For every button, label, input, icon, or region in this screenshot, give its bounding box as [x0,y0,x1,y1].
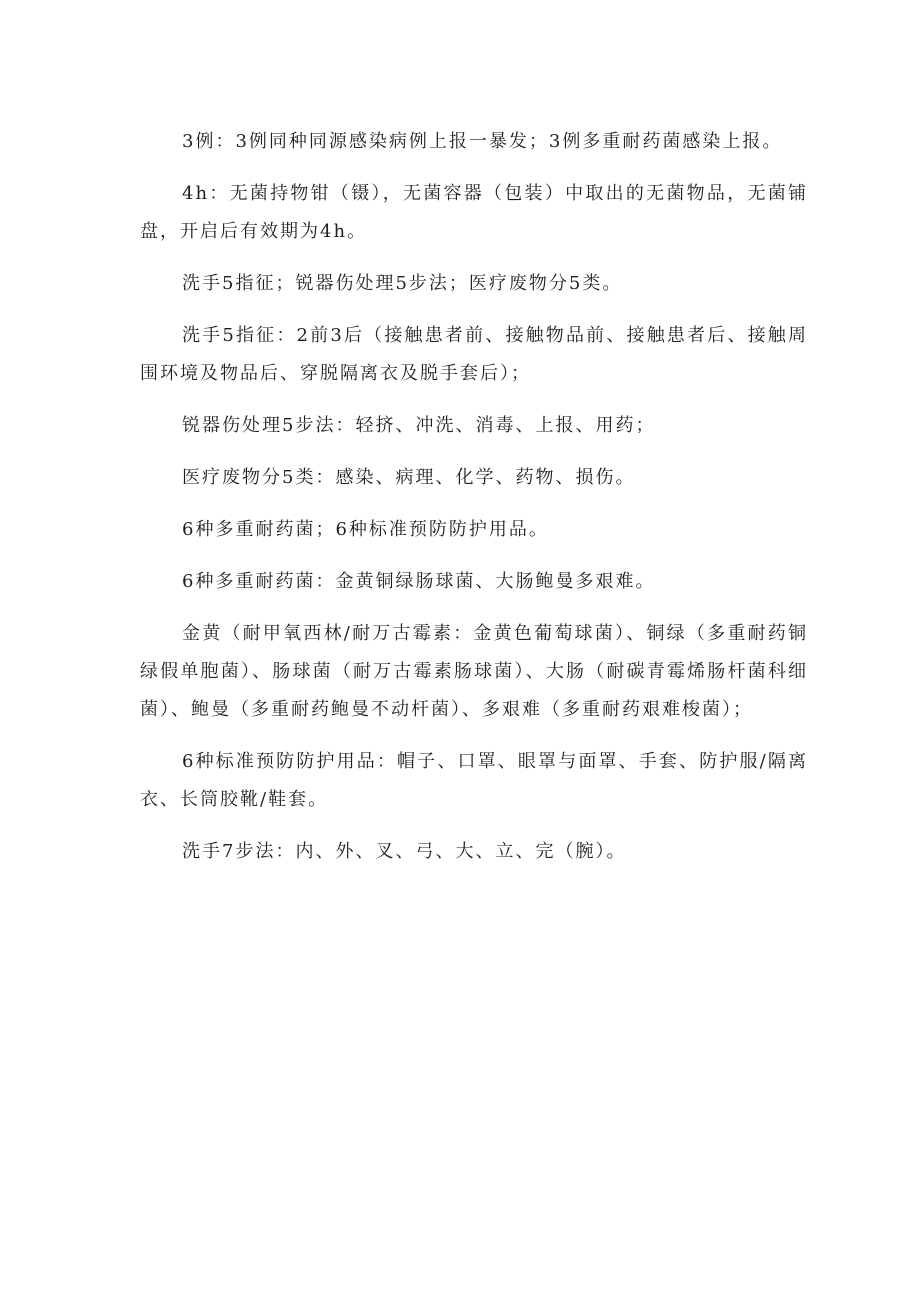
paragraph-medical-waste: 医疗废物分5类：感染、病理、化学、药物、损伤。 [182,467,636,488]
paragraph-mdro-mnemonic: 6种多重耐药菌：金黄铜绿肠球菌、大肠鲍曼多艰难。 [182,571,656,592]
paragraph-3-cases: 3例：3例同种同源感染病例上报一暴发；3例多重耐药菌感染上报。 [182,131,783,152]
paragraph-4h-sterile: 4h：无菌持物钳（镊），无菌容器（包装）中取出的无菌物品，无菌铺盘，开启后有效期为4h。 [140,183,808,242]
paragraph-handwash-indications: 洗手5指征：2前3后（接触患者前、接触物品前、接触患者后、接触周围环境及物品后、穿脱隔离衣及脱手套后）； [140,325,808,384]
paragraph-five-summary: 洗手5指征；锐器伤处理5步法；医疗废物分5类。 [182,273,623,294]
paragraph-mdro-details: 金黄（耐甲氧西林/耐万古霉素：金黄色葡萄球菌）、铜绿（多重耐药铜绿假单胞菌）、肠球菌（耐万古霉素肠球菌）、大肠（耐碳青霉烯肠杆菌科细菌）、鲍曼（多重耐药鲍曼不动杆菌）、多艰难（多重耐药艰难梭菌）； [140,623,808,720]
paragraph-protective-equipment: 6种标准预防防护用品：帽子、口罩、眼罩与面罩、手套、防护服/隔离衣、长筒胶靴/鞋套。 [140,751,808,810]
paragraph-six-summary: 6种多重耐药菌；6种标准预防防护用品。 [182,519,549,540]
paragraph-handwash-seven-steps: 洗手7步法：内、外、叉、弓、大、立、完（腕）。 [182,841,627,862]
paragraph-sharps-injury: 锐器伤处理5步法：轻挤、冲洗、消毒、上报、用药； [182,415,656,436]
document-body [140,123,808,885]
